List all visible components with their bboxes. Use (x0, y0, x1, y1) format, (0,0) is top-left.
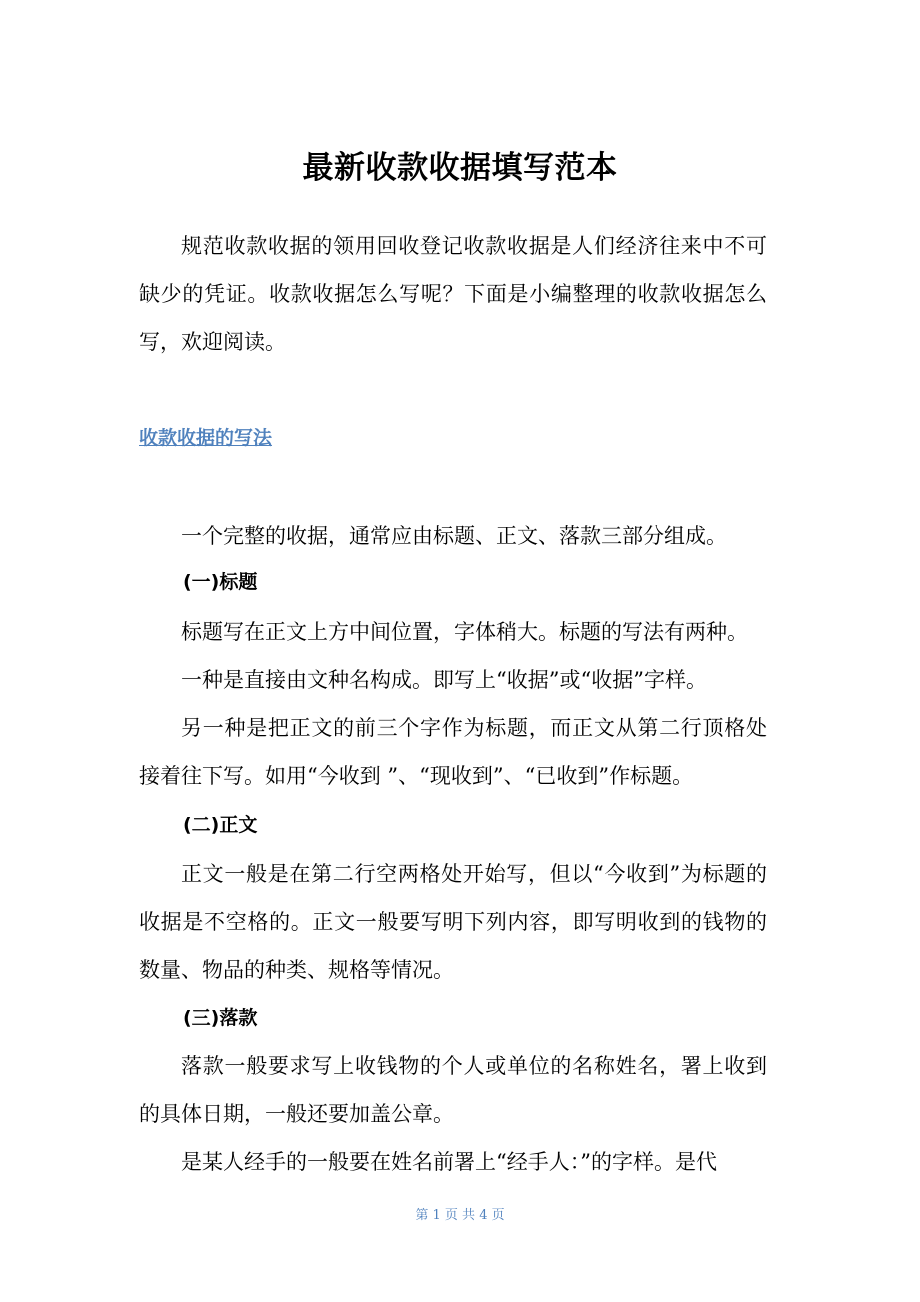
signature-paragraph-2: 是某人经手的一般要在姓名前署上“经手人：”的字样。是代 (181, 1150, 717, 1174)
title-paragraph-3: 另一种是把正文的前三个字作为标题，而正文从第二行顶格处接着往下写。如用“今收到 ”、“现收到”、“已收到”作标题。 (139, 716, 767, 788)
body-paragraph: 正文一般是在第二行空两格处开始写，但以“今收到”为标题的收据是不空格的。正文一般要写明下列内容，即写明收到的钱物的数量、物品的种类、规格等情况。 (139, 862, 767, 982)
page-number-footer: 第 1 页 共 4 页 (415, 1208, 505, 1223)
subheading-body: (二)正文 (183, 814, 258, 836)
overview-paragraph: 一个完整的收据，通常应由标题、正文、落款三部分组成。 (181, 524, 727, 548)
document-title: 最新收款收据填写范本 (302, 150, 618, 186)
intro-paragraph: 规范收款收据的领用回收登记收款收据是人们经济往来中不可缺少的凭证。收款收据怎么写呢？下面是小编整理的收款收据怎么写，欢迎阅读。 (139, 234, 767, 354)
subheading-title: (一)标题 (183, 571, 258, 593)
title-paragraph-1: 标题写在正文上方中间位置，字体稍大。标题的写法有两种。 (181, 620, 748, 644)
subheading-signature: (三)落款 (183, 1007, 258, 1029)
section-heading-link[interactable]: 收款收据的写法 (139, 427, 273, 449)
signature-paragraph-1: 落款一般要求写上收钱物的个人或单位的名称姓名，署上收到的具体日期，一般还要加盖公章。 (139, 1054, 767, 1126)
title-paragraph-2: 一种是直接由文种名构成。即写上“收据”或“收据”字样。 (181, 668, 707, 692)
